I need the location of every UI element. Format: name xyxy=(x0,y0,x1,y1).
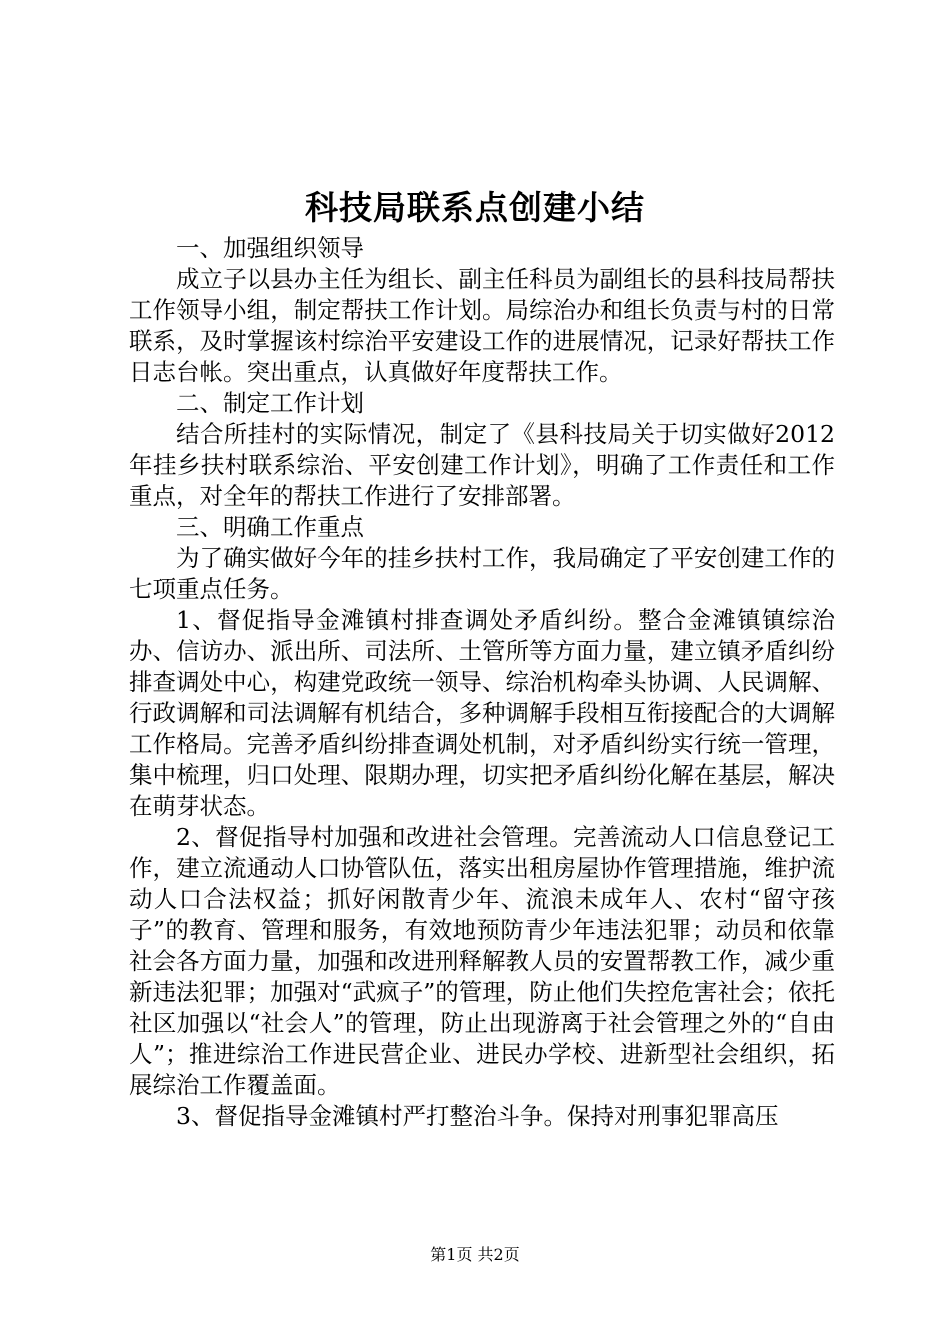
paragraph-task-3: 3、督促指导金滩镇村严打整治斗争。保持对刑事犯罪高压 xyxy=(176,1102,779,1130)
page-footer: 第1页 共2页 xyxy=(430,1245,520,1264)
paragraph-organization: 成立子以县办主任为组长、副主任科员为副组长的县科技局帮扶工作领导小组，制定帮扶工作计划。局综治办和组长负责与村的日常联系，及时掌握该村综治平安建设工作的进展情况，记录好帮扶工作日志台帐。突出重点，认真做好年度帮扶工作。 xyxy=(129,265,835,386)
document-body xyxy=(129,233,835,1132)
section-heading-3: 三、明确工作重点 xyxy=(176,513,364,541)
paragraph-task-2: 2、督促指导村加强和改进社会管理。完善流动人口信息登记工作，建立流通动人口协管队伍，落实出租房屋协作管理措施，维护流动人口合法权益；抓好闲散青少年、流浪未成年人、农村“留守孩子”的教育、管理和服务，有效地预防青少年违法犯罪；动员和依靠社会各方面力量，加强和改进刑释解教人员的安置帮教工作，减少重新违法犯罪；加强对“武疯子”的管理，防止他们失控危害社会；依托社区加强以“社会人”的管理，防止出现游离于社会管理之外的“自由人”；推进综治工作进民营企业、进民办学校、进新型社会组织，拓展综治工作覆盖面。 xyxy=(129,823,835,1099)
section-heading-2: 二、制定工作计划 xyxy=(176,389,364,417)
section-heading-1: 一、加强组织领导 xyxy=(176,234,364,262)
paragraph-key-tasks-intro: 为了确实做好今年的挂乡扶村工作，我局确定了平安创建工作的七项重点任务。 xyxy=(129,544,835,603)
paragraph-work-plan: 结合所挂村的实际情况，制定了《县科技局关于切实做好2012年挂乡扶村联系综治、平安创建工作计划》，明确了工作责任和工作重点，对全年的帮扶工作进行了安排部署。 xyxy=(129,420,835,510)
paragraph-task-1: 1、督促指导金滩镇村排查调处矛盾纠纷。整合金滩镇镇综治办、信访办、派出所、司法所、土管所等方面力量，建立镇矛盾纠纷排查调处中心，构建党政统一领导、综治机构牵头协调、人民调解、行政调解和司法调解有机结合，多种调解手段相互衔接配合的大调解工作格局。完善矛盾纠纷排查调处机制，对矛盾纠纷实行统一管理，集中梳理，归口处理、限期办理，切实把矛盾纠纷化解在基层，解决在萌芽状态。 xyxy=(129,606,835,820)
document-title: 科技局联系点创建小结 xyxy=(305,188,645,227)
